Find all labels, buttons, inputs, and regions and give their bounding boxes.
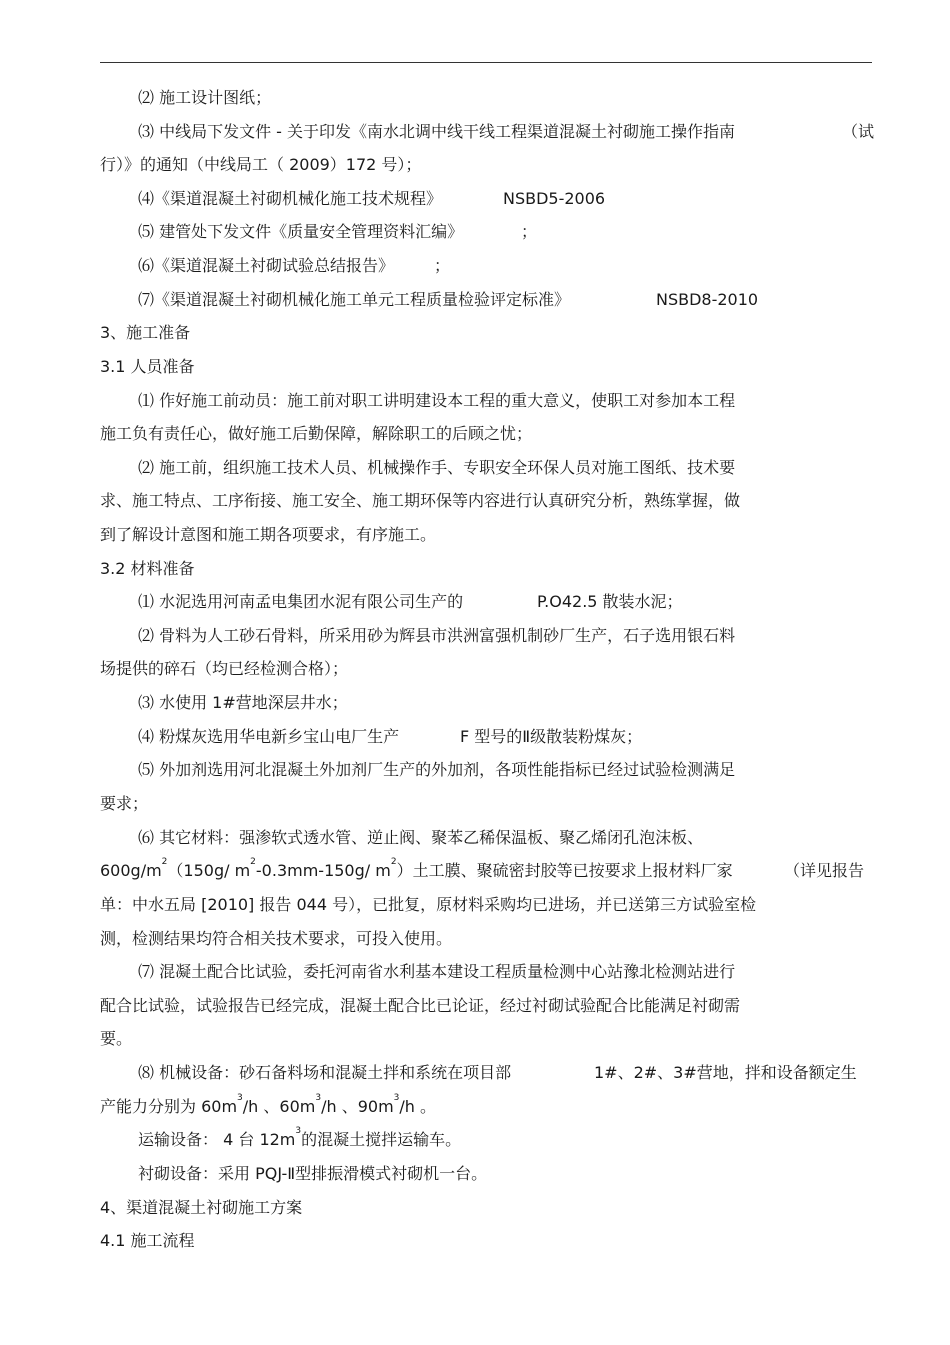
text-line: 到了解设计意图和施工期各项要求，有序施工。	[100, 525, 437, 544]
text-segment: ⑶ 中线局下发文件 - 关于印发《南水北调中线干线工程渠道混凝土衬砌施工操作指南	[138, 122, 736, 141]
text-segment: （150g/ m	[167, 861, 251, 880]
text-line: ⑵ 施工设计图纸；	[138, 88, 272, 107]
text-line: 求、施工特点、工序衔接、施工安全、施工期环保等内容进行认真研究分析，熟练掌握，做	[100, 491, 741, 510]
text-line: 行）》的通知（中线局工（ 2009）172 号）；	[100, 155, 422, 174]
text-segment: ；	[434, 256, 451, 275]
superscript: 3	[237, 1093, 243, 1103]
text-segment: ⑹《渠道混凝土衬砌试验总结报告》	[138, 256, 395, 275]
text-segment: ⑴ 水泥选用河南孟电集团水泥有限公司生产的	[138, 592, 464, 611]
text-segment: ⑷ 粉煤灰选用华电新乡宝山电厂生产	[138, 727, 400, 746]
text-segment: 1#、2#、3#营地，拌和设备额定生	[594, 1063, 857, 1082]
text-line: 施工负有责任心，做好施工后勤保障，解除职工的后顾之忧；	[100, 424, 533, 443]
text-line: ⑵ 施工前，组织施工技术人员、机械操作手、专职安全环保人员对施工图纸、技术要	[138, 458, 736, 477]
text-segment: NSBD5-2006	[503, 189, 606, 208]
text-segment: ⑻ 机械设备：砂石备料场和混凝土拌和系统在项目部	[138, 1063, 512, 1082]
text-line: ⑴ 作好施工前动员：施工前对职工讲明建设本工程的重大意义，使职工对参加本工程	[138, 391, 736, 410]
text-segment: 600g/m	[100, 861, 162, 880]
text-line: ⑺ 混凝土配合比试验，委托河南省水利基本建设工程质量检测中心站豫北检测站进行	[138, 962, 736, 981]
text-line: 衬砌设备：采用 PQJ-Ⅱ型排振滑模式衬砌机一台。	[138, 1164, 488, 1183]
subsection-heading: 3.2 材料准备	[100, 559, 195, 578]
superscript: 3	[315, 1093, 322, 1103]
text-line: ⑶ 水使用 1#营地深层井水；	[138, 693, 348, 712]
text-segment: F 型号的Ⅱ级散装粉煤灰；	[460, 727, 643, 746]
text-segment: ）土工膜、聚硫密封胶等已按要求上报材料厂家	[396, 861, 733, 880]
text-line: 要求；	[100, 794, 149, 813]
text-segment: P.O42.5 散装水泥；	[537, 592, 683, 611]
text-line	[138, 122, 735, 142]
text-line: ⑹ 其它材料：强渗软式透水管、逆止阀、聚苯乙稀保温板、聚乙烯闭孔泡沫板、	[138, 828, 704, 847]
text-segment: ⑸ 建管处下发文件《质量安全管理资料汇编》	[138, 222, 464, 241]
section-heading: 3、施工准备	[100, 323, 191, 342]
text-segment: /h 。	[399, 1097, 437, 1116]
text-line	[138, 1126, 462, 1150]
text-segment: ⑷《渠道混凝土衬砌机械化施工技术规程》	[138, 189, 443, 208]
header-rule	[100, 62, 872, 63]
text-segment: ⑺《渠道混凝土衬砌机械化施工单元工程质量检验评定标准》	[138, 290, 571, 309]
superscript: 2	[390, 857, 397, 867]
text-segment: （详见报告	[784, 861, 865, 880]
subsection-heading: 3.1 人员准备	[100, 357, 195, 376]
text-segment: ；	[521, 222, 538, 241]
superscript: 2	[161, 857, 168, 867]
text-segment: -0.3mm-150g/ m	[255, 861, 391, 880]
text-line: ⑵ 骨料为人工砂石骨料，所采用砂为辉县市洪洲富强机制砂厂生产，石子选用银石料	[138, 626, 736, 645]
subsection-heading: 4.1 施工流程	[100, 1231, 195, 1250]
text-line	[100, 1093, 437, 1117]
text-line: 测，检测结果均符合相关技术要求，可投入使用。	[100, 929, 453, 948]
text-segment: 的混凝土搅拌运输车。	[301, 1130, 462, 1149]
text-segment: 运输设备： 4 台 12m	[138, 1130, 296, 1149]
text-line: 要。	[100, 1029, 133, 1048]
text-segment: 产能力分别为 60m	[100, 1097, 238, 1116]
superscript: 3	[295, 1126, 302, 1136]
text-segment: （试	[842, 122, 875, 141]
text-line	[100, 857, 733, 881]
superscript: 3	[393, 1093, 400, 1103]
superscript: 2	[250, 857, 256, 867]
text-segment: /h 、90m	[321, 1097, 394, 1116]
text-segment: NSBD8-2010	[656, 290, 759, 309]
text-line: 配合比试验，试验报告已经完成，混凝土配合比已论证，经过衬砌试验配合比能满足衬砌需	[100, 996, 741, 1015]
text-line: 单：中水五局 [2010] 报告 044 号），已批复，原材料采购均已进场，并已送第三方试验室检	[100, 895, 757, 914]
section-heading: 4、渠道混凝土衬砌施工方案	[100, 1198, 303, 1217]
text-segment: /h 、60m	[242, 1097, 316, 1116]
text-line: 场提供的碎石（均已经检测合格）；	[100, 659, 349, 678]
text-line: ⑸ 外加剂选用河北混凝土外加剂厂生产的外加剂，各项性能指标已经过试验检测满足	[138, 760, 736, 779]
